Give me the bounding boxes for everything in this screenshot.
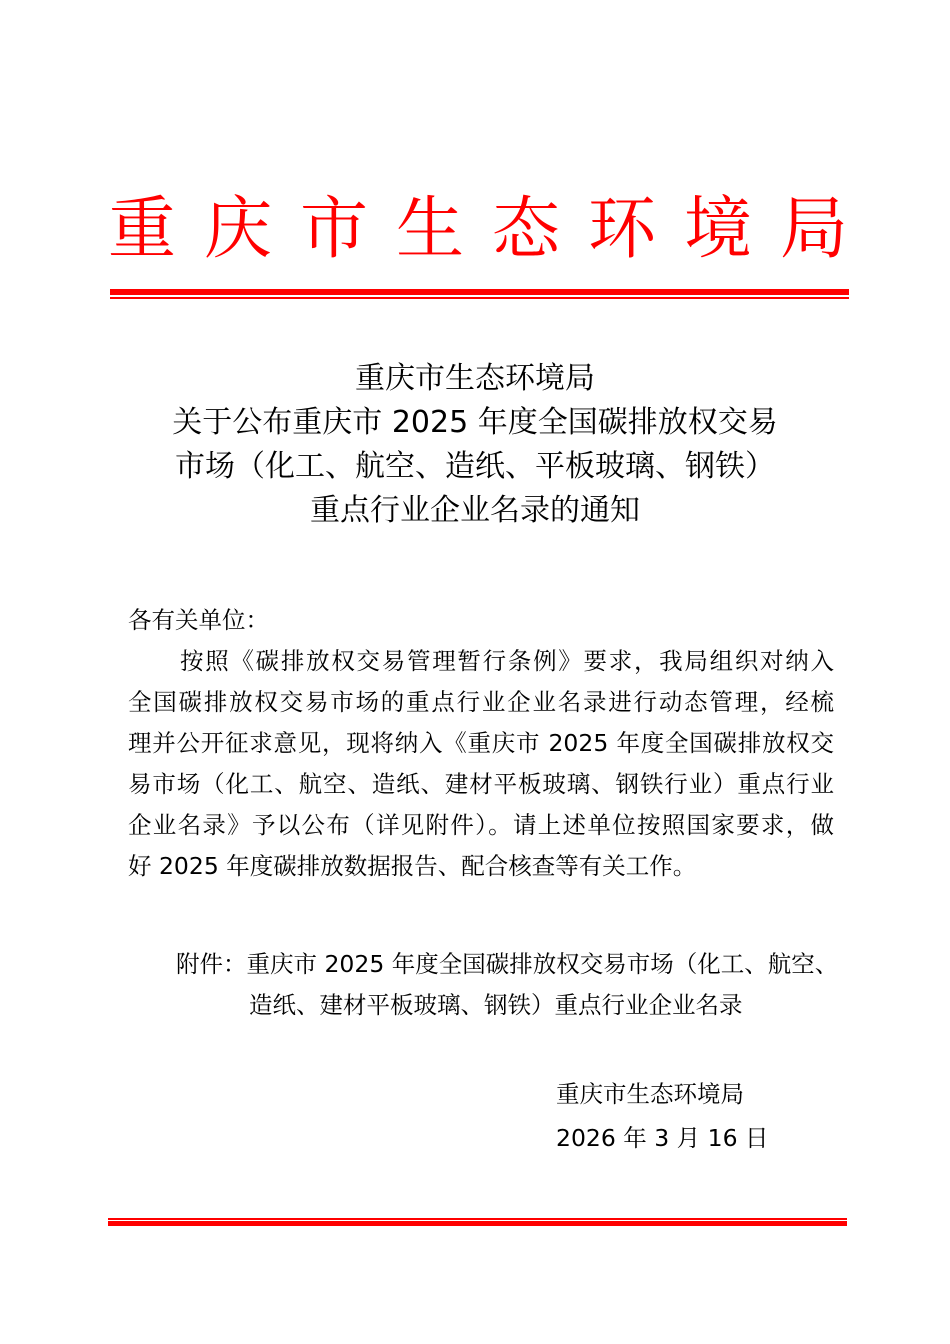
issuer-name: 重庆市生态环境局 bbox=[556, 1080, 744, 1108]
footer-rule-thick bbox=[108, 1221, 847, 1226]
body-line-4: 易市场（化工、航空、造纸、建材平板玻璃、钢铁行业）重点行业 bbox=[128, 770, 834, 798]
salutation: 各有关单位： bbox=[128, 606, 269, 634]
body-line-1: 按照《碳排放权交易管理暂行条例》要求，我局组织对纳入 bbox=[180, 647, 834, 675]
title-line-2: 关于公布重庆市 2025 年度全国碳排放权交易 bbox=[172, 405, 778, 440]
title-line-4: 重点行业企业名录的通知 bbox=[310, 493, 640, 528]
body-line-2: 全国碳排放权交易市场的重点行业企业名录进行动态管理，经梳 bbox=[128, 688, 834, 716]
document-title bbox=[110, 357, 840, 533]
masthead-rule-thin bbox=[110, 297, 849, 299]
body-paragraph bbox=[128, 641, 834, 887]
title-line-3: 市场（化工、航空、造纸、平板玻璃、钢铁） bbox=[175, 449, 775, 484]
masthead-title: 重庆市生态环境局 bbox=[108, 190, 850, 269]
attachment-note bbox=[176, 944, 839, 1026]
body-line-6: 好 2025 年度碳排放数据报告、配合核查等有关工作。 bbox=[128, 852, 697, 880]
attachment-line-2: 造纸、建材平板玻璃、钢铁）重点行业企业名录 bbox=[249, 991, 743, 1019]
signature-block bbox=[556, 1072, 769, 1160]
issue-date: 2026 年 3 月 16 日 bbox=[556, 1124, 769, 1152]
attachment-line-1: 附件：重庆市 2025 年度全国碳排放权交易市场（化工、航空、 bbox=[176, 950, 839, 978]
title-line-1: 重庆市生态环境局 bbox=[355, 361, 595, 396]
body-line-5: 企业名录》予以公布（详见附件）。请上述单位按照国家要求，做 bbox=[128, 811, 834, 839]
footer-rule-thin bbox=[108, 1218, 847, 1220]
body-line-3: 理并公开征求意见，现将纳入《重庆市 2025 年度全国碳排放权交 bbox=[128, 729, 834, 757]
masthead-rule-thick bbox=[110, 289, 849, 295]
